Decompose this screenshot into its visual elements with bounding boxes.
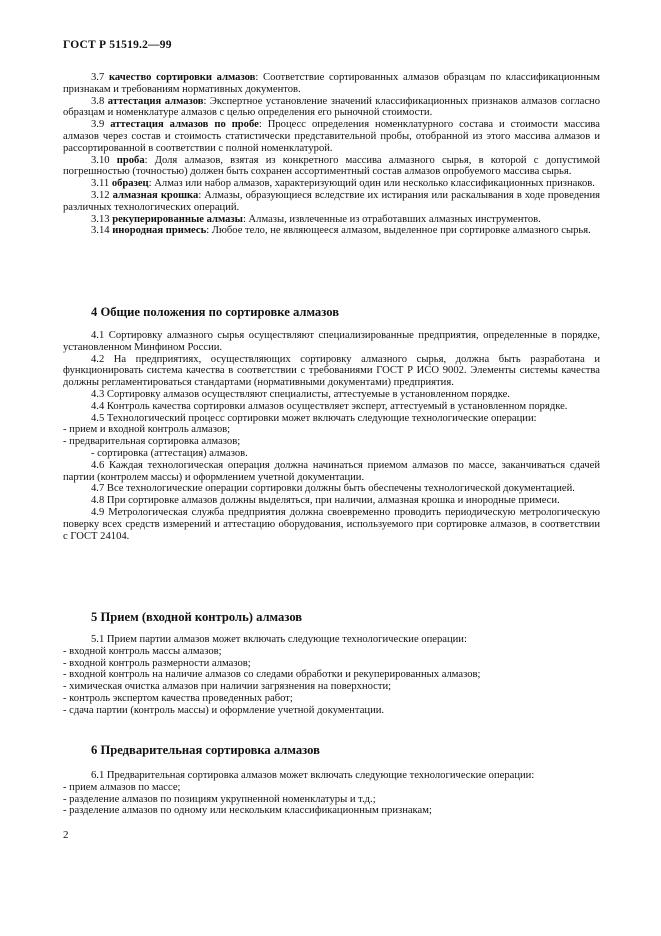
list-item: - химическая очистка алмазов при наличии загрязнения на поверхности; (63, 681, 392, 693)
definition-3-8: 3.8 аттестация алмазов: Экспертное установление значений классификационных признаков алмазов согласно образцам и номенклатуре алмазов с целью определения его рыночной стоимости. (63, 95, 600, 119)
definition-3-10: 3.10 проба: Доля алмазов, взятая из конкретного массива алмазного сырья, в которой с допустимой погрешностью (точностью) должен быть сохранен ассортиментный состав алмазов опробуемого массива сырья. (63, 154, 600, 178)
clause-4-6: 4.6 Каждая технологическая операция должна начинаться приемом алмазов по массе, заканчиваться сдачей партии (контролем массы) и оформлением учетной документации. (63, 459, 600, 483)
clause-6-1: 6.1 Предварительная сортировка алмазов может включать следующие технологические операции: (91, 770, 535, 781)
list-item: - сортировка (аттестация) алмазов. (91, 447, 248, 459)
list-item: - входной контроль размерности алмазов; (63, 657, 251, 669)
list-item: - контроль экспертом качества проведенных работ; (63, 692, 293, 704)
definition-3-7: 3.7 качество сортировки алмазов: Соответствие сортированных алмазов образцам по классификационным признакам и требованиям нормативных документов. (63, 72, 601, 95)
section-6-body (63, 770, 600, 817)
section-5-body (63, 634, 600, 717)
clause-4-4: 4.4 Контроль качества сортировки алмазов осуществляет эксперт, аттестуемый в установленном порядке. (91, 400, 568, 412)
definitions-block (63, 72, 600, 237)
clause-4-3: 4.3 Сортировку алмазов осуществляют специалисты, аттестуемые в установленном порядке. (91, 388, 510, 400)
clause-4-5: 4.5 Технологический процесс сортировки может включать следующие технологические операции: (91, 412, 537, 424)
clause-4-2: 4.2 На предприятиях, осуществляющих сортировку алмазного сырья, должна быть разработана и функционировать система качества в соответствии с требованиями ГОСТ Р ИСО 9002. Элементы системы качества должны регламентироваться стандартами (нормативными документами) предприятия. (63, 353, 600, 389)
list-item: - прием и входной контроль алмазов; (63, 424, 231, 436)
section-4-body (63, 330, 600, 542)
definition-3-11: 3.11 образец: Алмаз или набор алмазов, характеризующий один или несколько классификационных признаков. (91, 178, 595, 190)
list-item: - разделение алмазов по одному или нескольким классификационным признакам; (63, 805, 432, 817)
list-item: - сдача партии (контроль массы) и оформление учетной документации. (63, 704, 385, 716)
clause-4-9: 4.9 Метрологическая служба предприятия должна своевременно проводить периодическую метрологическую поверку всех средств измерений и аттестацию оборудования, используемого при сортировке алмазов, в соответствии с ГОСТ 24104. (63, 506, 600, 542)
clause-5-1: 5.1 Прием партии алмазов может включать следующие технологические операции: (91, 634, 467, 645)
definition-3-13: 3.13 рекуперированные алмазы: Алмазы, извлеченные из отработавших алмазных инструментов. (91, 213, 541, 225)
page-number: 2 (63, 829, 69, 841)
clause-4-7: 4.7 Все технологические операции сортировки должны быть обеспечены технологической документацией. (91, 483, 575, 495)
definition-3-14: 3.14 инородная примесь: Любое тело, не являющееся алмазом, выделенное при сортировке алмазного сырья. (91, 225, 591, 237)
definition-3-9: 3.9 аттестация алмазов по пробе: Процесс определения номенклатурного состава и стоимости массива алмазов через состав и стоимость статистически представительной пробы, отобранной из этого массива алмазов и рассортированной в соответствии с полной номенклатурой. (63, 119, 600, 154)
list-item: - разделение алмазов по позициям укрупненной номенклатуры и т.д.; (63, 793, 376, 805)
definition-3-12: 3.12 алмазная крошка: Алмазы, образующиеся вследствие их истирания или раскалывания в ходе проведения различных технологических операций. (63, 189, 600, 213)
document-header: ГОСТ Р 51519.2—99 (63, 39, 172, 51)
section-4-title: 4 Общие положения по сортировке алмазов (91, 305, 340, 319)
list-item: - предварительная сортировка алмазов; (63, 436, 241, 448)
list-item: - входной контроль на наличие алмазов со следами обработки и рекуперированных алмазов; (63, 669, 481, 681)
section-5-title: 5 Прием (входной контроль) алмазов (91, 610, 303, 624)
list-item: - прием алмазов по массе; (63, 781, 181, 793)
section-6-title: 6 Предварительная сортировка алмазов (91, 743, 320, 757)
clause-4-1: 4.1 Сортировку алмазного сырья осуществляют специализированные предприятия, определенные в порядке, установленном Минфином России. (63, 330, 600, 353)
clause-4-8: 4.8 При сортировке алмазов должны выделяться, при наличии, алмазная крошка и инородные примеси. (91, 495, 560, 507)
list-item: - входной контроль массы алмазов; (63, 645, 222, 657)
